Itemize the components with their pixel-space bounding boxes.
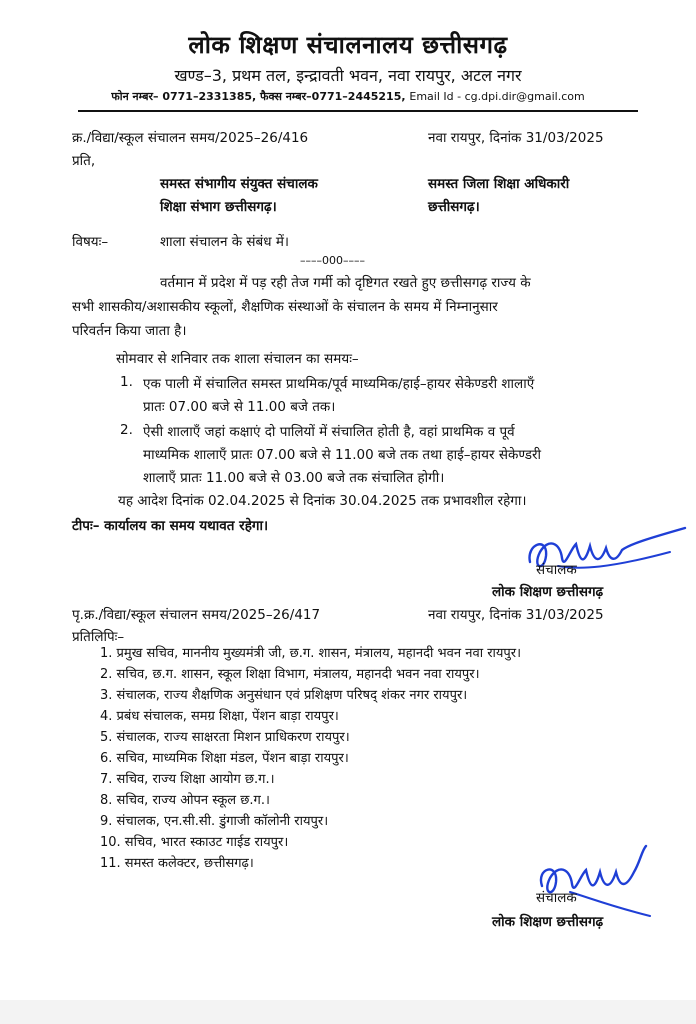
recipient2-line2: छत्तीसगढ़। xyxy=(428,199,480,215)
letterhead-divider xyxy=(78,110,638,112)
item2-line1: ऐसी शालाऍं जहां कक्षाएं दो पालियों में संचालित होती है, वहां प्राथमिक व पूर्व xyxy=(143,424,515,440)
phone-number: 0771–2331385, xyxy=(158,90,261,103)
list-item: 2. सचिव, छ.ग. शासन, स्कूल शिक्षा विभाग, मंत्रालय, महानदी भवन नवा रायपुर। xyxy=(100,667,480,682)
letterhead-address: खण्ड–3, प्रथम तल, इन्द्रावती भवन, नवा रायपुर, अटल नगर xyxy=(174,66,522,85)
paragraph-line1: वर्तमान में प्रदेश में पड़ रही तेज गर्मी को दृष्टिगत रखते हुए छत्तीसगढ़ राज्य के xyxy=(160,275,531,291)
list-item: 5. संचालक, राज्य साक्षरता मिशन प्राधिकरण रायपुर। xyxy=(100,730,350,745)
prati-label: प्रति, xyxy=(72,153,96,169)
recipient1-line1: समस्त संभागीय संयुक्त संचालक xyxy=(160,176,318,192)
copy-list xyxy=(100,643,521,874)
signatory-office-2: लोक शिक्षण छत्तीसगढ़ xyxy=(492,914,604,930)
endorsement-reference: पृ.क्र./विद्या/स्कूल संचालन समय/2025–26/417 xyxy=(72,607,321,623)
item2-line2: माध्यमिक शालाऍं प्रातः 07.00 बजे से 11.00 बजे तक तथा हाई–हायर सेकेण्डरी xyxy=(143,447,541,463)
list-item: 4. प्रबंध संचालक, समग्र शिक्षा, पेंशन बाड़ा रायपुर। xyxy=(100,709,339,724)
item1-line1: एक पाली में संचालित समस्त प्राथमिक/पूर्व माध्यमिक/हाई–हायर सेकेण्डरी शालाऍं xyxy=(143,376,535,392)
item1-number: 1. xyxy=(120,374,133,390)
endorsement-date: नवा रायपुर, दिनांक 31/03/2025 xyxy=(428,607,604,623)
list-item: 8. सचिव, राज्य ओपन स्कूल छ.ग.। xyxy=(100,793,270,808)
list-item: 9. संचालक, एन.सी.सी. डुंगाजी कॉलोनी रायपुर। xyxy=(100,814,329,829)
list-item: 3. संचालक, राज्य शैक्षणिक अनुसंधान एवं प्रशिक्षण परिषद् शंकर नगर रायपुर। xyxy=(100,688,468,703)
paragraph-line2: सभी शासकीय/अशासकीय स्कूलों, शैक्षणिक संस्थाओं के संचालन के समय में निम्नानुसार xyxy=(72,299,498,315)
fax-number: 0771–2445215, xyxy=(311,90,410,103)
letterhead-contact xyxy=(0,89,696,104)
separator: ––––000–––– xyxy=(300,254,365,267)
recipient1-line2: शिक्षा संभाग छत्तीसगढ़। xyxy=(160,199,277,215)
signatory-office-1: लोक शिक्षण छत्तीसगढ़ xyxy=(492,584,604,600)
item1-line2: प्रातः 07.00 बजे से 11.00 बजे तक। xyxy=(143,399,336,415)
signatory-designation-2: संचालक xyxy=(536,890,577,906)
list-item: 7. सचिव, राज्य शिक्षा आयोग छ.ग.। xyxy=(100,772,275,787)
order-reference: क्र./विद्या/स्कूल संचालन समय/2025–26/416 xyxy=(72,130,309,146)
office-timing-note: टीपः– कार्यालय का समय यथावत रहेगा। xyxy=(72,518,269,534)
email-address: Email Id - cg.dpi.dir@gmail.com xyxy=(409,90,585,103)
signature-scribble-2 xyxy=(530,842,690,922)
list-item: 10. सचिव, भारत स्काउट गाईड रायपुर। xyxy=(100,835,289,850)
order-date: नवा रायपुर, दिनांक 31/03/2025 xyxy=(428,130,604,146)
list-item: 11. समस्त कलेक्टर, छत्तीसगढ़। xyxy=(100,856,254,871)
letterhead-title: लोक शिक्षण संचालनालय छत्तीसगढ़ xyxy=(188,31,508,59)
copy-label: प्रतिलिपिः– xyxy=(72,629,125,645)
subject-label: विषयः– xyxy=(72,234,109,250)
item2-line3: शालाऍं प्रातः 11.00 बजे से 03.00 बजे तक संचालित होगी। xyxy=(143,470,445,486)
signatory-designation-1: संचालक xyxy=(536,562,577,578)
paragraph-line3: परिवर्तन किया जाता है। xyxy=(72,323,187,339)
subject-text: शाला संचालन के संबंध में। xyxy=(160,234,290,250)
list-item: 6. सचिव, माध्यमिक शिक्षा मंडल, पेंशन बाड़ा रायपुर। xyxy=(100,751,349,766)
fax-label: फैक्स नम्बर– xyxy=(260,90,312,103)
effective-period: यह आदेश दिनांक 02.04.2025 से दिनांक 30.04.2025 तक प्रभावशील रहेगा। xyxy=(118,493,527,509)
item2-number: 2. xyxy=(120,422,133,438)
recipient2-line1: समस्त जिला शिक्षा अधिकारी xyxy=(428,176,570,192)
list-item: 1. प्रमुख सचिव, माननीय मुख्यमंत्री जी, छ.ग. शासन, मंत्रालय, महानदी भवन नवा रायपुर। xyxy=(100,646,522,661)
phone-label: फोन नम्बर– xyxy=(111,90,159,103)
timing-heading: सोमवार से शनिवार तक शाला संचालन का समयः– xyxy=(116,351,359,367)
